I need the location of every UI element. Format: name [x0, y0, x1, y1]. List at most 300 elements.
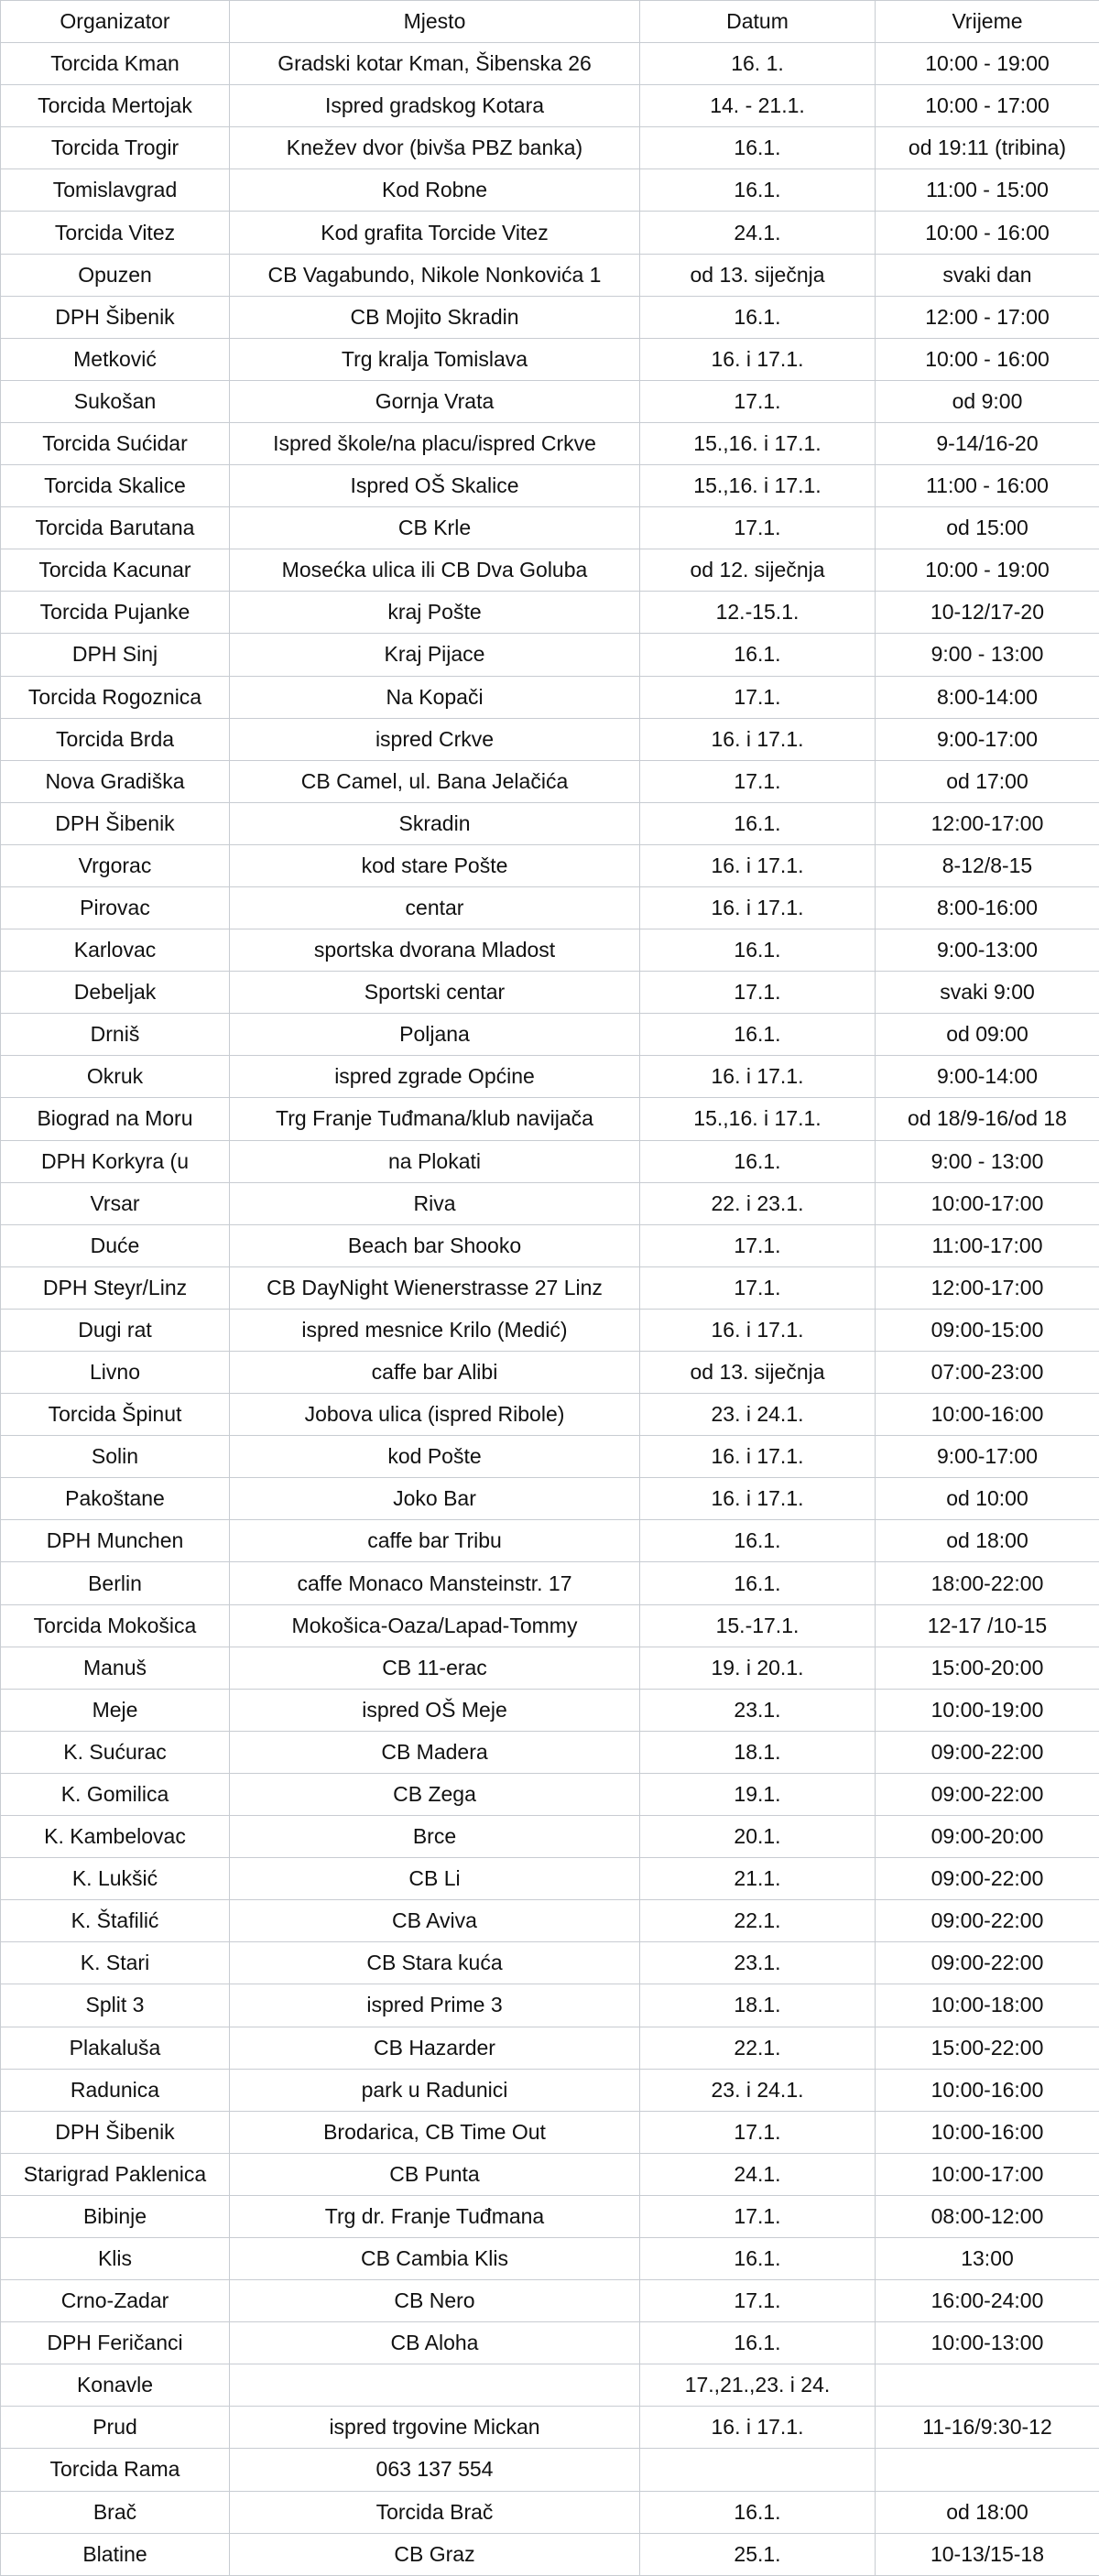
datum-cell: 16. i 17.1.	[640, 886, 876, 929]
mjesto-cell: Brce	[230, 1816, 640, 1858]
datum-cell: 16.1.	[640, 1014, 876, 1056]
table-row	[1, 1604, 1099, 1647]
table-row	[1, 1394, 1099, 1436]
mjesto-cell: ispred Prime 3	[230, 1984, 640, 2027]
header-vrijeme: Vrijeme	[876, 1, 1099, 43]
organizator-cell: Torcida Brda	[1, 718, 230, 760]
datum-cell: 25.1.	[640, 2533, 876, 2575]
vrijeme-cell: od 18/9-16/od 18	[876, 1098, 1099, 1140]
mjesto-cell: caffe Monaco Mansteinstr. 17	[230, 1562, 640, 1604]
mjesto-cell: Kod grafita Torcide Vitez	[230, 212, 640, 254]
organizator-cell: Karlovac	[1, 929, 230, 972]
organizator-cell: DPH Munchen	[1, 1520, 230, 1562]
vrijeme-cell: 09:00-20:00	[876, 1816, 1099, 1858]
table-row	[1, 422, 1099, 464]
organizator-cell: Brač	[1, 2491, 230, 2533]
mjesto-cell: Sportski centar	[230, 972, 640, 1014]
mjesto-cell: CB Vagabundo, Nikole Nonkovića 1	[230, 254, 640, 296]
table-row	[1, 1014, 1099, 1056]
table-row	[1, 718, 1099, 760]
table-row	[1, 2195, 1099, 2237]
vrijeme-cell: 18:00-22:00	[876, 1562, 1099, 1604]
table-row	[1, 212, 1099, 254]
mjesto-cell: CB Aviva	[230, 1900, 640, 1942]
organizator-cell: Torcida Pujanke	[1, 592, 230, 634]
vrijeme-cell: 10:00 - 16:00	[876, 338, 1099, 380]
datum-cell: 17.1.	[640, 1266, 876, 1309]
datum-cell: 12.-15.1.	[640, 592, 876, 634]
vrijeme-cell: 10:00 - 17:00	[876, 85, 1099, 127]
mjesto-cell: CB Cambia Klis	[230, 2237, 640, 2279]
mjesto-cell: CB Madera	[230, 1731, 640, 1773]
organizator-cell: Opuzen	[1, 254, 230, 296]
mjesto-cell: CB Graz	[230, 2533, 640, 2575]
organizator-cell: K. Gomilica	[1, 1773, 230, 1815]
table-row	[1, 1520, 1099, 1562]
mjesto-cell: CB Krle	[230, 507, 640, 549]
mjesto-cell: ispred zgrade Općine	[230, 1056, 640, 1098]
organizator-cell: Dugi rat	[1, 1309, 230, 1351]
vrijeme-cell: 8:00-16:00	[876, 886, 1099, 929]
table-row	[1, 592, 1099, 634]
organizator-cell: Klis	[1, 2237, 230, 2279]
organizator-cell: Metković	[1, 338, 230, 380]
datum-cell: 16.1.	[640, 169, 876, 212]
mjesto-cell: ispred trgovine Mickan	[230, 2407, 640, 2449]
datum-cell: od 13. siječnja	[640, 254, 876, 296]
organizator-cell: K. Štafilić	[1, 1900, 230, 1942]
organizator-cell: Torcida Kman	[1, 43, 230, 85]
vrijeme-cell: 10:00-19:00	[876, 1689, 1099, 1731]
vrijeme-cell: 10:00-17:00	[876, 2153, 1099, 2195]
organizator-cell: Torcida Rama	[1, 2449, 230, 2491]
vrijeme-cell: 8-12/8-15	[876, 844, 1099, 886]
organizator-cell: Torcida Kacunar	[1, 549, 230, 592]
datum-cell: 17.1.	[640, 2280, 876, 2322]
organizator-cell: Blatine	[1, 2533, 230, 2575]
mjesto-cell: Knežev dvor (bivša PBZ banka)	[230, 127, 640, 169]
mjesto-cell: Kraj Pijace	[230, 634, 640, 676]
table-row	[1, 1816, 1099, 1858]
table-row	[1, 1140, 1099, 1182]
vrijeme-cell: 9-14/16-20	[876, 422, 1099, 464]
organizator-cell: Torcida Rogoznica	[1, 676, 230, 718]
mjesto-cell: Skradin	[230, 802, 640, 844]
mjesto-cell: CB 11-erac	[230, 1647, 640, 1689]
mjesto-cell: CB Stara kuća	[230, 1942, 640, 1984]
organizator-cell: Torcida Barutana	[1, 507, 230, 549]
datum-cell: 16.1.	[640, 929, 876, 972]
datum-cell: 16. i 17.1.	[640, 718, 876, 760]
mjesto-cell: Na Kopači	[230, 676, 640, 718]
organizator-cell: Vrgorac	[1, 844, 230, 886]
datum-cell: 16. i 17.1.	[640, 1056, 876, 1098]
datum-cell: 17.,21.,23. i 24.	[640, 2364, 876, 2407]
table-body	[1, 43, 1099, 2576]
mjesto-cell	[230, 2364, 640, 2407]
table-row	[1, 886, 1099, 929]
table-row	[1, 802, 1099, 844]
vrijeme-cell: svaki dan	[876, 254, 1099, 296]
organizator-cell: DPH Šibenik	[1, 802, 230, 844]
table-row	[1, 43, 1099, 85]
vrijeme-cell: 10:00-16:00	[876, 2069, 1099, 2111]
datum-cell: 16.1.	[640, 2322, 876, 2364]
vrijeme-cell: 08:00-12:00	[876, 2195, 1099, 2237]
datum-cell	[640, 2449, 876, 2491]
organizator-cell: Nova Gradiška	[1, 760, 230, 802]
vrijeme-cell: 11-16/9:30-12	[876, 2407, 1099, 2449]
organizator-cell: Torcida Špinut	[1, 1394, 230, 1436]
table-row	[1, 2322, 1099, 2364]
vrijeme-cell: 16:00-24:00	[876, 2280, 1099, 2322]
organizator-cell: Meje	[1, 1689, 230, 1731]
mjesto-cell: 063 137 554	[230, 2449, 640, 2491]
datum-cell: 22.1.	[640, 2027, 876, 2069]
organizator-cell: Torcida Mokošica	[1, 1604, 230, 1647]
datum-cell: 17.1.	[640, 676, 876, 718]
table-row	[1, 1647, 1099, 1689]
vrijeme-cell: od 19:11 (tribina)	[876, 127, 1099, 169]
vrijeme-cell: 9:00-13:00	[876, 929, 1099, 972]
organizator-cell: Manuš	[1, 1647, 230, 1689]
vrijeme-cell: od 17:00	[876, 760, 1099, 802]
organizator-cell: Drniš	[1, 1014, 230, 1056]
table-row	[1, 2111, 1099, 2153]
vrijeme-cell: 8:00-14:00	[876, 676, 1099, 718]
table-row	[1, 1773, 1099, 1815]
datum-cell: 16.1.	[640, 634, 876, 676]
vrijeme-cell: 09:00-22:00	[876, 1900, 1099, 1942]
vrijeme-cell: 09:00-22:00	[876, 1731, 1099, 1773]
datum-cell: 17.1.	[640, 972, 876, 1014]
table-row	[1, 380, 1099, 422]
vrijeme-cell: od 18:00	[876, 2491, 1099, 2533]
datum-cell: 17.1.	[640, 2111, 876, 2153]
datum-cell: 22.1.	[640, 1900, 876, 1942]
datum-cell: 16.1.	[640, 127, 876, 169]
datum-cell: 15.-17.1.	[640, 1604, 876, 1647]
table-row	[1, 127, 1099, 169]
mjesto-cell: centar	[230, 886, 640, 929]
datum-cell: od 13. siječnja	[640, 1352, 876, 1394]
vrijeme-cell: od 10:00	[876, 1478, 1099, 1520]
table-row	[1, 2407, 1099, 2449]
datum-cell: 16. 1.	[640, 43, 876, 85]
table-row	[1, 507, 1099, 549]
table-row	[1, 1266, 1099, 1309]
mjesto-cell: Kod Robne	[230, 169, 640, 212]
vrijeme-cell: 9:00 - 13:00	[876, 634, 1099, 676]
header-datum: Datum	[640, 1, 876, 43]
vrijeme-cell: 11:00-17:00	[876, 1224, 1099, 1266]
vrijeme-cell: od 15:00	[876, 507, 1099, 549]
datum-cell: 20.1.	[640, 1816, 876, 1858]
mjesto-cell: CB Zega	[230, 1773, 640, 1815]
vrijeme-cell: 10:00-18:00	[876, 1984, 1099, 2027]
organizator-cell: Biograd na Moru	[1, 1098, 230, 1140]
vrijeme-cell: 10-13/15-18	[876, 2533, 1099, 2575]
datum-cell: 24.1.	[640, 2153, 876, 2195]
table-row	[1, 972, 1099, 1014]
mjesto-cell: caffe bar Tribu	[230, 1520, 640, 1562]
mjesto-cell: Riva	[230, 1182, 640, 1224]
organizator-cell: Debeljak	[1, 972, 230, 1014]
mjesto-cell: ispred mesnice Krilo (Medić)	[230, 1309, 640, 1351]
datum-cell: 15.,16. i 17.1.	[640, 465, 876, 507]
mjesto-cell: kod stare Pošte	[230, 844, 640, 886]
datum-cell: 18.1.	[640, 1984, 876, 2027]
mjesto-cell: park u Radunici	[230, 2069, 640, 2111]
table-row	[1, 760, 1099, 802]
vrijeme-cell: 9:00-17:00	[876, 1436, 1099, 1478]
mjesto-cell: Jobova ulica (ispred Ribole)	[230, 1394, 640, 1436]
datum-cell: 16.1.	[640, 1562, 876, 1604]
table-row	[1, 1984, 1099, 2027]
mjesto-cell: caffe bar Alibi	[230, 1352, 640, 1394]
datum-cell: 16.1.	[640, 1520, 876, 1562]
organizator-cell: K. Kambelovac	[1, 1816, 230, 1858]
table-row	[1, 676, 1099, 718]
table-row	[1, 254, 1099, 296]
header-mjesto: Mjesto	[230, 1, 640, 43]
datum-cell: 16. i 17.1.	[640, 1436, 876, 1478]
table-row	[1, 634, 1099, 676]
organizator-cell: Crno-Zadar	[1, 2280, 230, 2322]
organizator-cell: Sukošan	[1, 380, 230, 422]
organizator-cell: DPH Šibenik	[1, 2111, 230, 2153]
datum-cell: 16.1.	[640, 802, 876, 844]
organizator-cell: DPH Feričanci	[1, 2322, 230, 2364]
table-row	[1, 1562, 1099, 1604]
organizator-cell: Torcida Mertojak	[1, 85, 230, 127]
mjesto-cell: ispred Crkve	[230, 718, 640, 760]
datum-cell: 16.1.	[640, 2237, 876, 2279]
vrijeme-cell: svaki 9:00	[876, 972, 1099, 1014]
table-row	[1, 2153, 1099, 2195]
table-row	[1, 1098, 1099, 1140]
vrijeme-cell: 11:00 - 16:00	[876, 465, 1099, 507]
organizator-cell: Split 3	[1, 1984, 230, 2027]
mjesto-cell: Trg dr. Franje Tuđmana	[230, 2195, 640, 2237]
organizator-cell: Prud	[1, 2407, 230, 2449]
vrijeme-cell: 10:00-16:00	[876, 1394, 1099, 1436]
organizator-cell: Pirovac	[1, 886, 230, 929]
organizator-cell: Torcida Skalice	[1, 465, 230, 507]
mjesto-cell: CB Mojito Skradin	[230, 296, 640, 338]
vrijeme-cell: od 09:00	[876, 1014, 1099, 1056]
datum-cell: 18.1.	[640, 1731, 876, 1773]
vrijeme-cell: 09:00-15:00	[876, 1309, 1099, 1351]
table-row	[1, 2280, 1099, 2322]
mjesto-cell: Ispred gradskog Kotara	[230, 85, 640, 127]
datum-cell: 17.1.	[640, 380, 876, 422]
table-row	[1, 2069, 1099, 2111]
table-row	[1, 1689, 1099, 1731]
mjesto-cell: Mosećka ulica ili CB Dva Goluba	[230, 549, 640, 592]
datum-cell: 19. i 20.1.	[640, 1647, 876, 1689]
table-row	[1, 549, 1099, 592]
table-row	[1, 844, 1099, 886]
organizator-cell: DPH Steyr/Linz	[1, 1266, 230, 1309]
mjesto-cell: Ispred škole/na placu/ispred Crkve	[230, 422, 640, 464]
table-row	[1, 1056, 1099, 1098]
organizator-cell: Starigrad Paklenica	[1, 2153, 230, 2195]
mjesto-cell: Brodarica, CB Time Out	[230, 2111, 640, 2153]
mjesto-cell: CB Nero	[230, 2280, 640, 2322]
table-row	[1, 1478, 1099, 1520]
organizator-cell: Berlin	[1, 1562, 230, 1604]
mjesto-cell: Poljana	[230, 1014, 640, 1056]
datum-cell: 15.,16. i 17.1.	[640, 1098, 876, 1140]
vrijeme-cell: 15:00-20:00	[876, 1647, 1099, 1689]
mjesto-cell: Ispred OŠ Skalice	[230, 465, 640, 507]
mjesto-cell: CB Punta	[230, 2153, 640, 2195]
vrijeme-cell: 12:00 - 17:00	[876, 296, 1099, 338]
organizator-cell: Bibinje	[1, 2195, 230, 2237]
datum-cell: 22. i 23.1.	[640, 1182, 876, 1224]
vrijeme-cell: 09:00-22:00	[876, 1858, 1099, 1900]
organizator-cell: Radunica	[1, 2069, 230, 2111]
vrijeme-cell: 10:00-16:00	[876, 2111, 1099, 2153]
datum-cell: 17.1.	[640, 507, 876, 549]
organizator-cell: Pakoštane	[1, 1478, 230, 1520]
vrijeme-cell: 10:00 - 19:00	[876, 43, 1099, 85]
table-row	[1, 2449, 1099, 2491]
vrijeme-cell: 10:00-17:00	[876, 1182, 1099, 1224]
header-row	[1, 1, 1099, 43]
mjesto-cell: CB Aloha	[230, 2322, 640, 2364]
mjesto-cell: ispred OŠ Meje	[230, 1689, 640, 1731]
datum-cell: 23.1.	[640, 1689, 876, 1731]
datum-cell: 16.1.	[640, 1140, 876, 1182]
mjesto-cell: Trg Franje Tuđmana/klub navijača	[230, 1098, 640, 1140]
datum-cell: 23.1.	[640, 1942, 876, 1984]
vrijeme-cell: 13:00	[876, 2237, 1099, 2279]
vrijeme-cell: od 9:00	[876, 380, 1099, 422]
datum-cell: 16. i 17.1.	[640, 1478, 876, 1520]
table-row	[1, 169, 1099, 212]
table-row	[1, 1858, 1099, 1900]
datum-cell: 17.1.	[640, 760, 876, 802]
vrijeme-cell: 10-12/17-20	[876, 592, 1099, 634]
organizator-cell: Okruk	[1, 1056, 230, 1098]
vrijeme-cell	[876, 2449, 1099, 2491]
vrijeme-cell: 9:00-14:00	[876, 1056, 1099, 1098]
vrijeme-cell: 10:00 - 16:00	[876, 212, 1099, 254]
vrijeme-cell: 07:00-23:00	[876, 1352, 1099, 1394]
vrijeme-cell: 09:00-22:00	[876, 1773, 1099, 1815]
vrijeme-cell: 12:00-17:00	[876, 1266, 1099, 1309]
datum-cell: 16. i 17.1.	[640, 338, 876, 380]
vrijeme-cell: 9:00 - 13:00	[876, 1140, 1099, 1182]
table-row	[1, 338, 1099, 380]
mjesto-cell: Gornja Vrata	[230, 380, 640, 422]
organizator-cell: Tomislavgrad	[1, 169, 230, 212]
mjesto-cell: CB Li	[230, 1858, 640, 1900]
datum-cell: 16.1.	[640, 2491, 876, 2533]
organizator-cell: DPH Šibenik	[1, 296, 230, 338]
table-row	[1, 1900, 1099, 1942]
vrijeme-cell: 12:00-17:00	[876, 802, 1099, 844]
datum-cell: 16. i 17.1.	[640, 1309, 876, 1351]
organizator-cell: Konavle	[1, 2364, 230, 2407]
mjesto-cell: kraj Pošte	[230, 592, 640, 634]
mjesto-cell: sportska dvorana Mladost	[230, 929, 640, 972]
table-row	[1, 85, 1099, 127]
vrijeme-cell: 10:00-13:00	[876, 2322, 1099, 2364]
datum-cell: od 12. siječnja	[640, 549, 876, 592]
datum-cell: 23. i 24.1.	[640, 1394, 876, 1436]
mjesto-cell: CB Hazarder	[230, 2027, 640, 2069]
datum-cell: 21.1.	[640, 1858, 876, 1900]
mjesto-cell: Gradski kotar Kman, Šibenska 26	[230, 43, 640, 85]
organizator-cell: Solin	[1, 1436, 230, 1478]
header-organizator: Organizator	[1, 1, 230, 43]
datum-cell: 14. - 21.1.	[640, 85, 876, 127]
table-row	[1, 1182, 1099, 1224]
table-row	[1, 1436, 1099, 1478]
organizator-cell: DPH Korkyra (u	[1, 1140, 230, 1182]
mjesto-cell: na Plokati	[230, 1140, 640, 1182]
table-row	[1, 1942, 1099, 1984]
organizator-cell: Livno	[1, 1352, 230, 1394]
organizator-cell: Duće	[1, 1224, 230, 1266]
vrijeme-cell: 09:00-22:00	[876, 1942, 1099, 1984]
table-row	[1, 2364, 1099, 2407]
organizator-cell: K. Sućurac	[1, 1731, 230, 1773]
table-row	[1, 2237, 1099, 2279]
datum-cell: 19.1.	[640, 1773, 876, 1815]
datum-cell: 17.1.	[640, 2195, 876, 2237]
table-row	[1, 1309, 1099, 1351]
datum-cell: 23. i 24.1.	[640, 2069, 876, 2111]
organizator-cell: DPH Sinj	[1, 634, 230, 676]
table-row	[1, 1224, 1099, 1266]
mjesto-cell: Mokošica-Oaza/Lapad-Tommy	[230, 1604, 640, 1647]
vrijeme-cell: 10:00 - 19:00	[876, 549, 1099, 592]
mjesto-cell: CB DayNight Wienerstrasse 27 Linz	[230, 1266, 640, 1309]
organizator-cell: K. Lukšić	[1, 1858, 230, 1900]
vrijeme-cell: 12-17 /10-15	[876, 1604, 1099, 1647]
table-row	[1, 465, 1099, 507]
table-row	[1, 2533, 1099, 2575]
datum-cell: 17.1.	[640, 1224, 876, 1266]
vrijeme-cell: od 18:00	[876, 1520, 1099, 1562]
organizator-cell: Torcida Trogir	[1, 127, 230, 169]
organizator-cell: Torcida Vitez	[1, 212, 230, 254]
mjesto-cell: Joko Bar	[230, 1478, 640, 1520]
datum-cell: 16. i 17.1.	[640, 2407, 876, 2449]
mjesto-cell: kod Pošte	[230, 1436, 640, 1478]
mjesto-cell: CB Camel, ul. Bana Jelačića	[230, 760, 640, 802]
table-row	[1, 929, 1099, 972]
table-row	[1, 2027, 1099, 2069]
table-row	[1, 1352, 1099, 1394]
vrijeme-cell	[876, 2364, 1099, 2407]
mjesto-cell: Trg kralja Tomislava	[230, 338, 640, 380]
table-row	[1, 2491, 1099, 2533]
organizator-cell: Torcida Sućidar	[1, 422, 230, 464]
organizator-cell: Vrsar	[1, 1182, 230, 1224]
vrijeme-cell: 11:00 - 15:00	[876, 169, 1099, 212]
organizator-cell: Plakaluša	[1, 2027, 230, 2069]
datum-cell: 24.1.	[640, 212, 876, 254]
table-row	[1, 296, 1099, 338]
datum-cell: 16.1.	[640, 296, 876, 338]
datum-cell: 15.,16. i 17.1.	[640, 422, 876, 464]
organizator-cell: K. Stari	[1, 1942, 230, 1984]
